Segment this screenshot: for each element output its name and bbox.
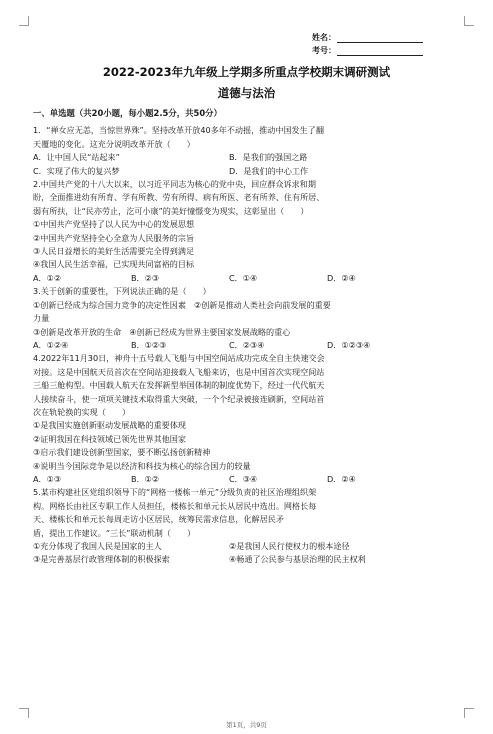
q4-line-1: 4.2022年11月30日，神舟十五号载人飞船与中国空间站成功完成全自主快速交会 (33, 353, 325, 364)
q2-option-d: D．②④ (327, 272, 356, 283)
q1-option-c: C．实现了伟大的复兴梦 (33, 165, 120, 176)
name-line[interactable] (337, 33, 423, 43)
q2-line-3: 弱有所扶，让“民亦劳止，汔可小康”的美好憧憬变为现实，这彰显出（ ） (33, 205, 309, 216)
q4-statement-3: ③启示我们建设创新型国家，要不断弘扬创新精神 (33, 447, 211, 458)
q2-option-a: A．①② (33, 272, 62, 283)
q1-stem-2: 天覆地的变化。这充分说明改革开放（ ） (33, 138, 195, 149)
q4-statement-2: ②证明我国在科技领域已领先世界其他国家 (33, 433, 186, 444)
q5-line-3: 天、楼栋长和单元长每周走访小区居民，统筹民需求信息，化解居民矛 (33, 514, 284, 525)
name-field[interactable] (312, 30, 423, 43)
q5-statement-2: ②是我国人民行使权力的根本途径 (229, 541, 350, 551)
q3-option-b: B．①②③ (131, 339, 167, 350)
q5-statement-3: ③是完善基层行政管理体制的积极探索 (33, 554, 170, 565)
page-subtitle: 道德与法治 (217, 86, 276, 100)
exam-no-line[interactable] (337, 46, 423, 56)
name-label: 姓名： (312, 33, 336, 42)
q1-options (33, 151, 463, 178)
student-info (312, 30, 423, 56)
q5-line-4: 盾，提出工作建议。“三长”联动机制（ ） (33, 527, 196, 538)
q2-line-2: 盼，全面推进幼有所育、学有所教、劳有所得、病有所医、老有所养、住有所居、 (33, 192, 325, 203)
q2-line-1: 2.中国共产党的十八大以来，以习近平同志为核心的党中央，回应群众诉求和期 (33, 179, 316, 190)
q3-line-1: 3.关于创新的重要性，下列说法正确的是（ ） (33, 286, 211, 297)
q1-stem: 1．“禅女应无恙，当惊世界殊”。坚持改革开放40多年不动摇，推动中国发生了翻 (33, 125, 324, 136)
q2-statement-3: ③人民日益增长的美好生活需要完全得到满足 (33, 246, 195, 257)
q3-option-d: D．①②③④ (327, 339, 371, 350)
crop-mark-bottom-right (464, 708, 474, 718)
q4-statement-4: ④说明当今国际竞争是以经济和科技为核心的综合国力的较量 (33, 460, 251, 471)
q4-line-4: 人接续奋斗，使一项项关键技术取得重大突破，一个个纪录被接连刷新，空间站首 (33, 393, 325, 404)
crop-mark-top-left (19, 16, 29, 26)
q1-option-d: D．是我们的中心工作 (229, 165, 309, 176)
q4-option-d: D．②④ (327, 473, 356, 484)
exam-no-label: 考号： (312, 46, 336, 55)
q3-statement-1: ①创新已经成为综合国力竞争的决定性因素 ②创新是推动人类社会向前发展的重要 (33, 299, 331, 310)
page-title: 2022-2023年九年级上学期多所重点学校期末调研测试 (102, 65, 391, 79)
q5-statement-4: ④畅通了公民参与基层治理的民主权利 (229, 554, 366, 565)
q3-options (33, 339, 463, 352)
page-number: 第1页，共9页 (226, 721, 267, 729)
q4-statement-1: ①是我国实施创新驱动发展战略的重要体现 (33, 420, 186, 431)
q4-line-3: 三船三舱构型。中国载人航天在发挥新型举国体制的制度优势下，经过一代代航天 (33, 380, 325, 391)
question-3 (33, 285, 463, 352)
q3-option-a: A．①②④ (33, 339, 69, 350)
question-1 (33, 124, 463, 178)
q5-statements (33, 540, 463, 567)
q1-option-b: B．是我们的强国之路 (229, 152, 308, 163)
q2-statement-4: ④我国人民生活幸福，已实现共同富裕的目标 (33, 259, 195, 270)
question-4 (33, 352, 463, 486)
q3-statement-1-cont: 力量 (33, 313, 50, 324)
q2-option-c: C．①④ (229, 272, 258, 283)
q2-statement-2: ②中国共产党坚持全心全意为人民服务的宗旨 (33, 232, 195, 243)
q4-line-2: 对接。这是中国航天员首次在空间站迎接载人飞船来访，也是中国首次实现空间站 (33, 366, 325, 377)
crop-mark-top-right (464, 16, 474, 26)
q4-option-b: B．①② (131, 473, 160, 484)
q2-options (33, 272, 463, 285)
q1-option-a: A．让中国人民“站起来” (33, 152, 120, 163)
q5-line-1: 5.某市构建社区党组织领导下的“网格一楼栋一单元”分级负责的社区治理组织架 (33, 487, 317, 498)
q3-statement-2: ③创新是改革开放的生命 ④创新已经成为世界主要国家发展战略的重心 (33, 326, 291, 337)
q4-option-c: C．③④ (229, 473, 258, 484)
q4-options (33, 473, 463, 486)
crop-mark-bottom-left (19, 708, 29, 718)
q3-option-c: C．②③④ (229, 339, 265, 350)
question-2 (33, 178, 463, 285)
question-body (33, 107, 463, 567)
exam-no-field[interactable] (312, 43, 423, 56)
q5-statement-1: ①充分体现了我国人民是国家的主人 (33, 541, 162, 551)
q5-line-2: 构。网格长由社区专职工作人员担任，楼栋长和单元长从居民中选出。网格长每 (33, 500, 317, 511)
q2-statement-1: ①中国共产党坚持了以人民为中心的发展思想 (33, 219, 195, 230)
question-5 (33, 486, 463, 566)
q4-line-5: 次在轨轮换的实现（ ） (33, 406, 131, 417)
section-heading: 一、单选题（共20小题，每小题2.5分，共50分） (33, 108, 222, 118)
q2-option-b: B．②③ (131, 272, 160, 283)
q4-option-a: A．①③ (33, 473, 62, 484)
